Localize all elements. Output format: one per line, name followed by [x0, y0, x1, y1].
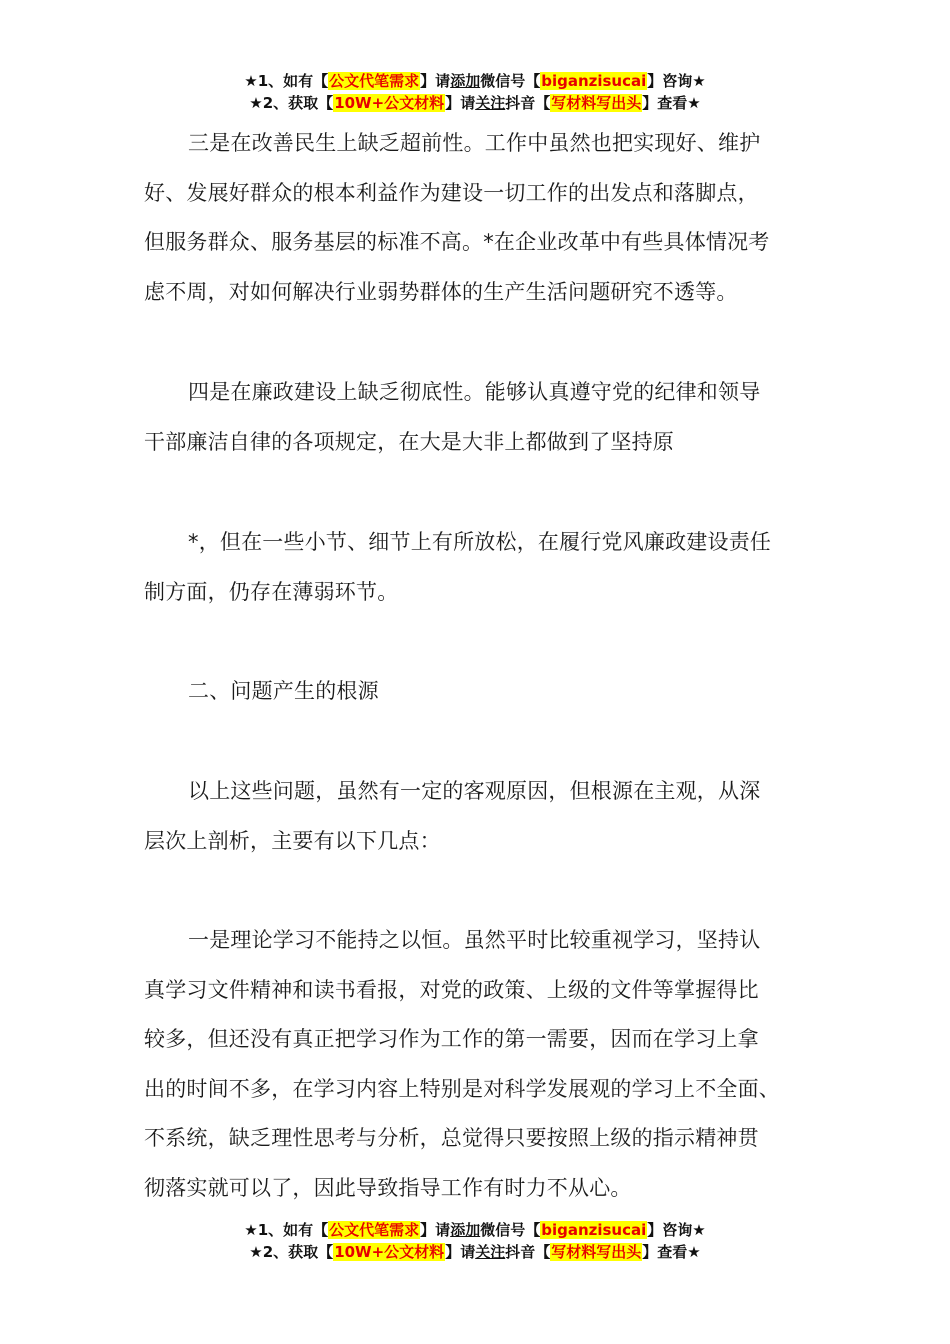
banner-highlight: 10W+公文材料: [334, 94, 445, 112]
paragraph-line: 三是在改善民生上缺乏超前性。工作中虽然也把实现好、维护: [188, 131, 761, 155]
paragraph-line: 四是在廉政建设上缺乏彻底性。能够认真遵守党的纪律和领导: [188, 380, 761, 404]
banner-highlight: 10W+公文材料: [334, 1243, 445, 1261]
banner-line-2: [0, 92, 950, 114]
banner-text: 】查看★: [642, 1243, 701, 1261]
paragraph-line: 虑不周，对如何解决行业弱势群体的生产生活问题研究不透等。: [144, 279, 738, 304]
paragraph-line: *，但在一些小节、细节上有所放松，在履行党风廉政建设责任: [188, 530, 772, 554]
banner-text: ★2、获取【: [249, 1243, 334, 1261]
paragraph-line: 彻落实就可以了，因此导致指导工作有时力不从心。: [144, 1175, 632, 1200]
banner-text: 微信号【: [480, 1221, 541, 1239]
banner-text: 】咨询★: [647, 72, 706, 90]
paragraph-line: 干部廉洁自律的各项规定，在大是大非上都做到了坚持原: [144, 429, 674, 454]
paragraph-line: 较多，但还没有真正把学习作为工作的第一需要，因而在学习上拿: [144, 1027, 759, 1051]
banner-highlight: biganzisucai: [541, 1221, 647, 1239]
paragraph-line: 一是理论学习不能持之以恒。虽然平时比较重视学习，坚持认: [188, 928, 761, 952]
banner-highlight: 写材料写出头: [551, 1243, 642, 1261]
paragraph-theory-study: [144, 916, 812, 1213]
banner-text: 】请: [420, 72, 451, 90]
paragraph-line: 层次上剖析，主要有以下几点：: [144, 828, 441, 853]
header-banner: [0, 70, 950, 114]
paragraph-line: 真学习文件精神和读书看报，对党的政策、上级的文件等掌握得比: [144, 977, 759, 1002]
banner-underlined: 添加: [450, 1221, 481, 1239]
paragraph-line: 出的时间不多，在学习内容上特别是对科学发展观的学习上不全面、: [144, 1076, 780, 1101]
banner-text: 抖音【: [505, 1243, 551, 1261]
banner-line-1: [0, 1219, 950, 1241]
banner-text: 抖音【: [505, 94, 551, 112]
banner-text: 微信号【: [480, 72, 541, 90]
paragraph-line: 但服务群众、服务基层的标准不高。*在企业改革中有些具体情况考: [144, 230, 770, 254]
footer-banner: [0, 1219, 950, 1263]
banner-text: 】咨询★: [647, 1221, 706, 1239]
banner-text: ★2、获取【: [249, 94, 334, 112]
paragraph-root-causes-intro: [144, 767, 812, 866]
banner-text: 】请: [420, 1221, 451, 1239]
heading-text: 二、问题产生的根源: [188, 679, 379, 703]
banner-highlight: 公文代笔需求: [329, 1221, 420, 1239]
banner-underlined: 关注: [475, 1243, 506, 1261]
paragraph-integrity-continued: [144, 518, 812, 617]
paragraph-line: 制方面，仍存在薄弱环节。: [144, 579, 399, 604]
paragraph-livelihood: [144, 119, 812, 317]
banner-line-1: [0, 70, 950, 92]
banner-text: 】请: [445, 1243, 476, 1261]
paragraph-integrity: [144, 368, 812, 467]
paragraph-line: 好、发展好群众的根本利益作为建设一切工作的出发点和落脚点，: [144, 180, 759, 205]
section-heading: [144, 667, 812, 717]
banner-highlight: 公文代笔需求: [329, 72, 420, 90]
banner-highlight: biganzisucai: [541, 72, 647, 90]
banner-text: 】查看★: [642, 94, 701, 112]
banner-text: ★1、如有【: [244, 72, 329, 90]
paragraph-line: 不系统，缺乏理性思考与分析，总觉得只要按照上级的指示精神贯: [144, 1126, 759, 1150]
banner-underlined: 添加: [450, 72, 481, 90]
banner-underlined: 关注: [475, 94, 506, 112]
banner-text: ★1、如有【: [244, 1221, 329, 1239]
paragraph-line: 以上这些问题，虽然有一定的客观原因，但根源在主观，从深: [188, 779, 761, 803]
banner-highlight: 写材料写出头: [551, 94, 642, 112]
banner-line-2: [0, 1241, 950, 1263]
banner-text: 】请: [445, 94, 476, 112]
